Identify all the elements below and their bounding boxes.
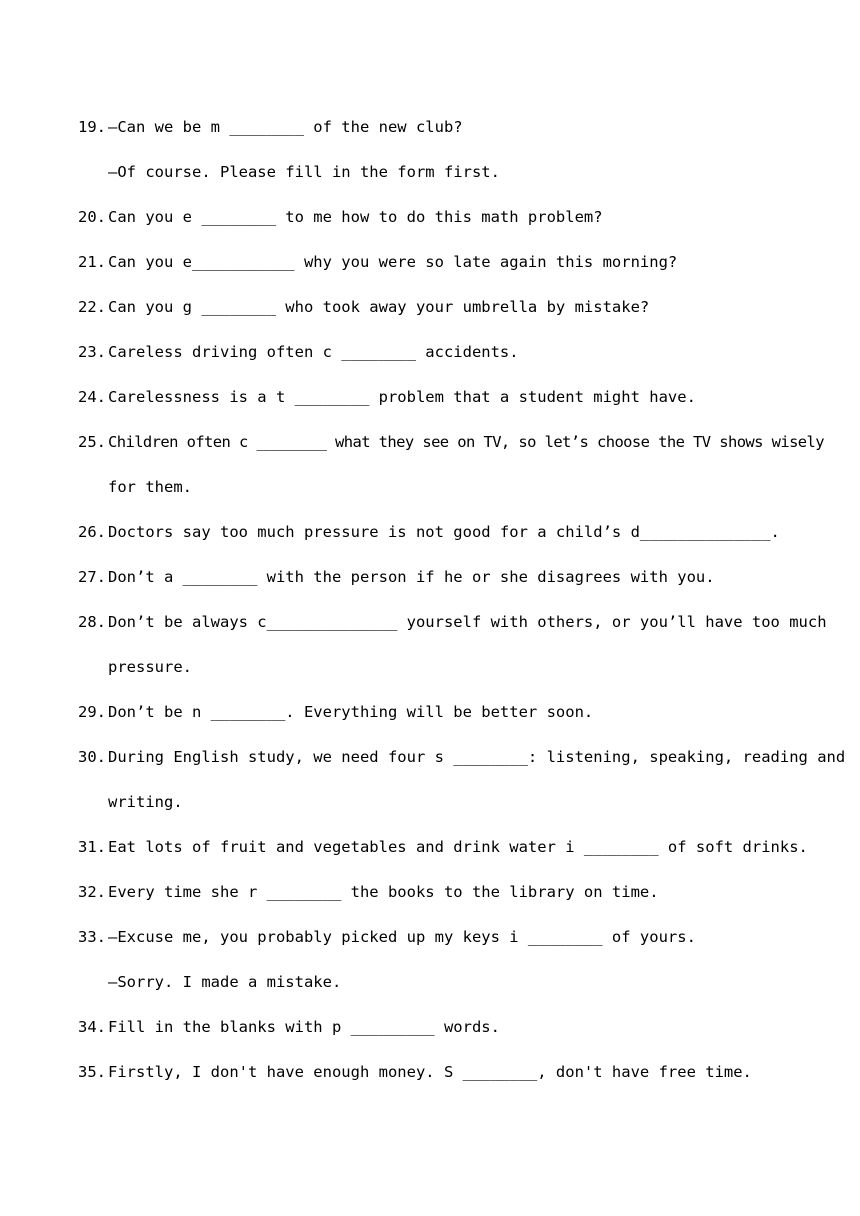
- question-number: 21.: [78, 253, 106, 271]
- question-text: —Excuse me, you probably picked up my keys i ________ of yours.: [108, 928, 696, 946]
- question-20: [78, 204, 790, 249]
- question-28: [78, 609, 827, 654]
- question-number: 20.: [78, 208, 106, 226]
- question-number: 24.: [78, 388, 106, 406]
- question-22: [78, 294, 790, 339]
- question-text: Eat lots of fruit and vegetables and drink water i ________ of soft drinks.: [108, 838, 808, 856]
- question-text: Doctors say too much pressure is not good for a child’s d______________.: [108, 523, 780, 541]
- question-text: Fill in the blanks with p _________ words.: [108, 1018, 500, 1036]
- question-35: [78, 1059, 790, 1104]
- question-30-continuation: [78, 789, 790, 834]
- question-text: During English study, we need four s ________: listening, speaking, reading and: [108, 748, 846, 766]
- question-number: 31.: [78, 838, 106, 856]
- question-number: 27.: [78, 568, 106, 586]
- question-30: [78, 744, 846, 789]
- question-text: —Can we be m ________ of the new club?: [108, 118, 463, 136]
- question-19: [78, 114, 790, 159]
- question-number: 23.: [78, 343, 106, 361]
- question-19-continuation: [78, 159, 790, 204]
- question-text: Firstly, I don't have enough money. S ________, don't have free time.: [108, 1063, 752, 1081]
- question-text: —Of course. Please fill in the form first.: [108, 163, 500, 181]
- question-31: [78, 834, 808, 879]
- question-34: [78, 1014, 790, 1059]
- question-text: Don’t be n ________. Everything will be better soon.: [108, 703, 594, 721]
- question-number: 25.: [78, 433, 106, 451]
- question-text: Children often c ________ what they see on TV, so let’s choose the TV shows wisely: [108, 433, 825, 451]
- question-text: pressure.: [108, 658, 192, 676]
- question-text: Can you e___________ why you were so late again this morning?: [108, 253, 678, 271]
- question-list: [78, 114, 846, 1104]
- question-28-continuation: [78, 654, 790, 699]
- question-number: 33.: [78, 928, 106, 946]
- question-number: 32.: [78, 883, 106, 901]
- question-26: [78, 519, 790, 564]
- question-25: [78, 429, 825, 474]
- question-text: writing.: [108, 793, 183, 811]
- question-number: 22.: [78, 298, 106, 316]
- question-number: 35.: [78, 1063, 106, 1081]
- question-number: 30.: [78, 748, 106, 766]
- question-33-continuation: [78, 969, 790, 1014]
- question-number: 29.: [78, 703, 106, 721]
- question-21: [78, 249, 790, 294]
- question-text: Can you g ________ who took away your umbrella by mistake?: [108, 298, 650, 316]
- question-32: [78, 879, 790, 924]
- question-number: 28.: [78, 613, 106, 631]
- question-text: Carelessness is a t ________ problem that a student might have.: [108, 388, 696, 406]
- question-number: 34.: [78, 1018, 106, 1036]
- question-23: [78, 339, 790, 384]
- question-text: Careless driving often c ________ accidents.: [108, 343, 519, 361]
- question-number: 26.: [78, 523, 106, 541]
- question-text: Can you e ________ to me how to do this math problem?: [108, 208, 603, 226]
- question-text: Don’t be always c______________ yourself with others, or you’ll have too much: [108, 613, 827, 631]
- question-text: for them.: [108, 478, 192, 496]
- question-33: [78, 924, 790, 969]
- question-29: [78, 699, 790, 744]
- question-number: 19.: [78, 118, 106, 136]
- question-27: [78, 564, 790, 609]
- question-text: Don’t a ________ with the person if he or she disagrees with you.: [108, 568, 715, 586]
- question-text: Every time she r ________ the books to the library on time.: [108, 883, 659, 901]
- question-text: —Sorry. I made a mistake.: [108, 973, 342, 991]
- question-25-continuation: [78, 474, 790, 519]
- question-24: [78, 384, 790, 429]
